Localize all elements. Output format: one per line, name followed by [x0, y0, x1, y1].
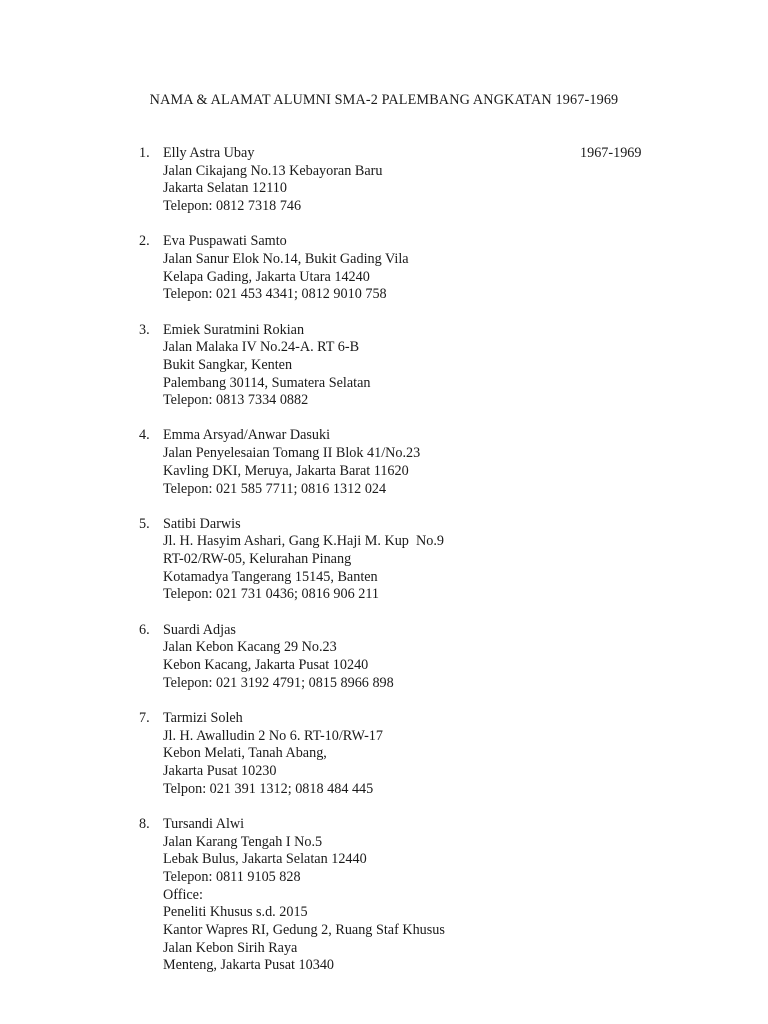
alumni-entry	[0, 622, 768, 693]
alumni-entry	[0, 516, 768, 604]
address-line: Kebon Kacang, Jakarta Pusat 10240	[163, 657, 369, 673]
address-line: Telepon: 021 585 7711; 0816 1312 024	[163, 480, 387, 497]
address-line: Telepon: 0812 7318 746	[163, 198, 302, 215]
alumni-entry	[0, 322, 768, 410]
alumni-name: Elly Astra Ubay	[163, 145, 255, 161]
address-line: Jalan Karang Tengah I No.5	[163, 833, 323, 850]
alumni-name: Suardi Adjas	[163, 621, 236, 638]
entry-number: 5.	[139, 515, 150, 532]
address-line: Jalan Penyelesaian Tomang II Blok 41/No.23	[163, 445, 421, 462]
alumni-entry	[0, 145, 768, 216]
alumni-entry	[0, 816, 768, 975]
entry-lines	[163, 322, 768, 410]
alumni-entry	[0, 427, 768, 498]
entry-number: 6.	[139, 621, 150, 638]
address-line: Lebak Bulus, Jakarta Selatan 12440	[163, 851, 367, 868]
entry-number: 7.	[139, 709, 150, 726]
address-line: Telepon: 021 731 0436; 0816 906 211	[163, 586, 380, 603]
address-line: Kantor Wapres RI, Gedung 2, Ruang Staf Khusus	[163, 921, 445, 938]
entry-number: 1.	[139, 145, 150, 161]
address-line: Jakarta Pusat 10230	[163, 762, 277, 779]
alumni-list	[0, 145, 768, 993]
address-line: Office:	[163, 886, 203, 903]
alumni-name: Tarmizi Soleh	[163, 709, 243, 726]
alumni-name: Tursandi Alwi	[163, 815, 245, 832]
address-line: Palembang 30114, Sumatera Selatan	[163, 374, 371, 391]
entry-lines	[163, 516, 768, 604]
entry-year: 1967-1969	[580, 145, 642, 161]
address-line: Kebon Melati, Tanah Abang,	[163, 745, 327, 762]
entry-lines	[163, 622, 768, 693]
entry-lines	[163, 710, 768, 798]
address-line: RT-02/RW-05, Kelurahan Pinang	[163, 551, 352, 568]
page-title: NAMA & ALAMAT ALUMNI SMA-2 PALEMBANG ANGKATAN 1967-1969	[149, 92, 619, 108]
address-line: Jalan Kebon Sirih Raya	[163, 939, 298, 956]
address-line: Telepon: 0811 9105 828	[163, 868, 301, 885]
address-line: Bukit Sangkar, Kenten	[163, 356, 293, 373]
alumni-name: Emiek Suratmini Rokian	[163, 321, 305, 338]
address-line: Jakarta Selatan 12110	[163, 180, 287, 197]
address-line: Kavling DKI, Meruya, Jakarta Barat 11620	[163, 462, 409, 479]
entry-number: 4.	[139, 427, 150, 444]
address-line: Jl. H. Awalludin 2 No 6. RT-10/RW-17	[163, 727, 383, 744]
address-line: Jalan Sanur Elok No.14, Bukit Gading Vila	[163, 250, 409, 267]
address-line: Telepon: 0813 7334 0882	[163, 392, 309, 409]
address-line: Jl. H. Hasyim Ashari, Gang K.Haji M. Kup No.9	[163, 533, 444, 550]
entry-number: 2.	[139, 233, 150, 250]
entry-lines	[163, 427, 768, 498]
entry-lines	[163, 816, 768, 975]
entry-lines	[163, 145, 768, 216]
entry-number: 3.	[139, 321, 150, 338]
address-line: Menteng, Jakarta Pusat 10340	[163, 957, 335, 974]
address-line: Telepon: 021 3192 4791; 0815 8966 898	[163, 674, 394, 691]
address-line: Kotamadya Tangerang 15145, Banten	[163, 568, 378, 585]
address-line: Telepon: 021 453 4341; 0812 9010 758	[163, 286, 387, 303]
alumni-entry	[0, 710, 768, 798]
alumni-entry	[0, 233, 768, 304]
entry-number: 8.	[139, 815, 150, 832]
alumni-name: Satibi Darwis	[163, 515, 241, 532]
address-line: Jalan Malaka IV No.24-A. RT 6-B	[163, 339, 360, 356]
address-line: Kelapa Gading, Jakarta Utara 14240	[163, 268, 370, 285]
address-line: Jalan Cikajang No.13 Kebayoran Baru	[163, 162, 383, 179]
address-line: Peneliti Khusus s.d. 2015	[163, 904, 308, 921]
alumni-name: Emma Arsyad/Anwar Dasuki	[163, 427, 331, 444]
address-line: Telpon: 021 391 1312; 0818 484 445	[163, 780, 374, 797]
entry-lines	[163, 233, 768, 304]
alumni-name: Eva Puspawati Samto	[163, 233, 287, 250]
address-line: Jalan Kebon Kacang 29 No.23	[163, 639, 337, 656]
